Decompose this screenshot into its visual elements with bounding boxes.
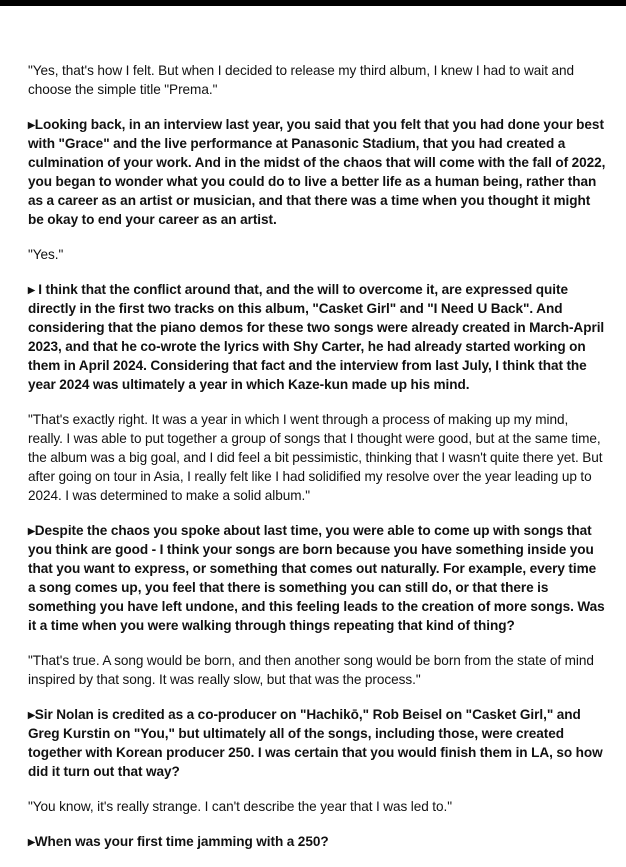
question-paragraph: ▸When was your first time jamming with a 250? bbox=[28, 834, 329, 849]
answer-paragraph: "Yes, that's how I felt. But when I decided to release my third album, I knew I had to wait and choose the simple title "Prema." bbox=[28, 63, 574, 97]
answer-paragraph: "That's exactly right. It was a year in which I went through a process of making up my mind, really. I was able to put together a group of songs that I thought were good, but at the same time, the album was a big goal, and I did feel a bit pessimistic, thinking that I wasn't quite there yet. But after going on tour in Asia, I really felt like I had solidified my resolve over the year leading up to 2024. I was determined to make a solid album." bbox=[28, 412, 603, 503]
question-paragraph: ▸Sir Nolan is credited as a co-producer on "Hachikō," Rob Beisel on "Casket Girl," and Greg Kurstin on "You," but ultimately all of the songs, including those, were created together with Korean producer 250. I was certain that you would finish them in LA, so how did it turn out that way? bbox=[28, 707, 603, 779]
answer-paragraph: "You know, it's really strange. I can't describe the year that I was led to." bbox=[28, 799, 453, 814]
question-paragraph: ▸Looking back, in an interview last year, you said that you felt that you had done your best with "Grace" and the live performance at Panasonic Stadium, that you had created a culmination of your work. And in the midst of the chaos that will come with the fall of 2022, you began to wonder what you could do to live a better life as a human being, rather than as a career as an artist or musician, and that there was a time when you thought it might be okay to end your career as an artist. bbox=[28, 117, 606, 227]
interview-article bbox=[28, 61, 606, 867]
answer-paragraph: "Yes." bbox=[28, 247, 64, 262]
answer-paragraph: "That's true. A song would be born, and then another song would be born from the state of mind inspired by that song. It was really slow, but that was the process." bbox=[28, 653, 594, 687]
top-edge-bar bbox=[0, 0, 626, 6]
question-paragraph: ▸Despite the chaos you spoke about last time, you were able to come up with songs that you think are good - I think your songs are born because you have something inside you that you want to express, or something that comes out naturally. For example, every time a song comes up, you feel that there is something you can still do, or that there is something you have left undone, and this feeling leads to the creation of more songs. Was it a time when you were walking through things repeating that kind of thing? bbox=[28, 523, 605, 633]
question-paragraph: ▸ I think that the conflict around that, and the will to overcome it, are expressed quite directly in the first two tracks on this album, "Casket Girl" and "I Need U Back". And considering that the piano demos for these two songs were already created in March-April 2023, and that he co-wrote the lyrics with Shy Carter, he had already started working on them in April 2024. Considering that fact and the interview from last July, I think that the year 2024 was ultimately a year in which Kaze-kun made up his mind. bbox=[28, 282, 605, 392]
